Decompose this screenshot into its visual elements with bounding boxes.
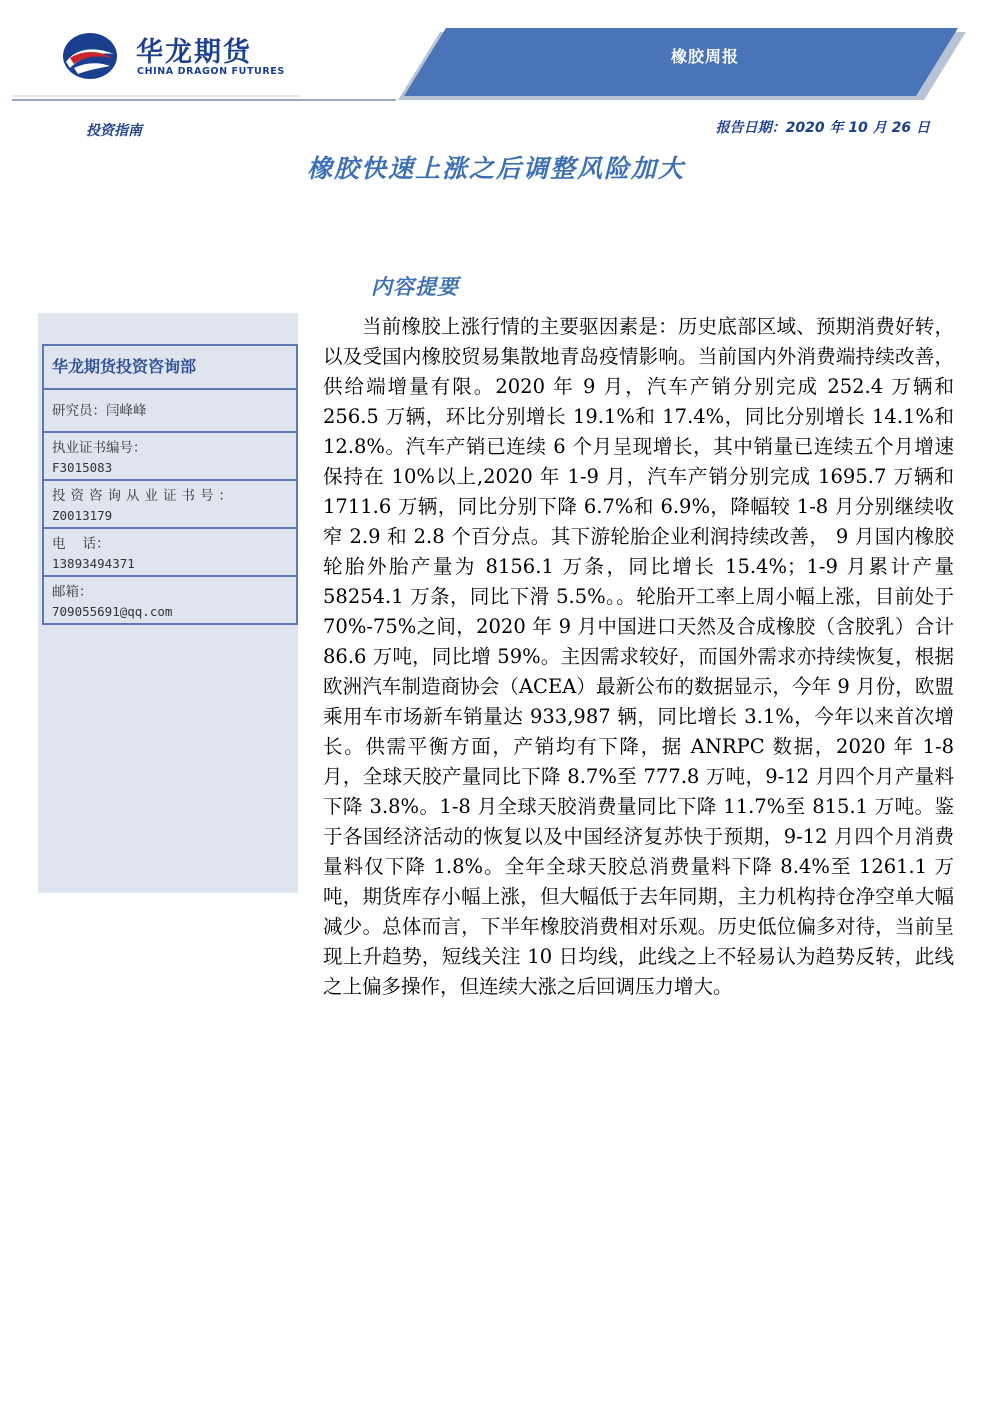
analyst-info-table [42,344,298,625]
researcher-name: 研究员：闫峰峰 [44,388,296,431]
department-name: 华龙期货投资咨询部 [52,357,197,376]
license-value: F3015083 [52,460,113,475]
report-type-label: 橡胶周报 [670,47,739,66]
license-row [44,431,296,479]
report-date: 报告日期：2020 年 10 月 26 日 [715,120,930,136]
page-title: 橡胶快速上涨之后调整风险加大 [306,154,685,183]
qualification-value: Z0013179 [52,508,113,523]
qualification-row [44,479,296,527]
abstract-body [323,312,954,1002]
license-label: 执业证书编号： [52,440,147,456]
guide-label: 投资指南 [86,123,142,139]
email-value: 709055691@qq.com [52,604,173,619]
qualification-label: 投资咨询从业证书号： [52,488,237,504]
logo-chinese-name: 华龙期货 [136,37,252,68]
abstract-paragraph: 当前橡胶上涨行情的主要驱因素是：历史底部区域、预期消费好转，以及受国内橡胶贸易集散地青岛疫情影响。当前国内外消费端持续改善，供给端增量有限。2020 年 9 月，汽车产销分别完成 252.4 万辆和 256.5 万辆，环比分别增长 19.1%和 17.4%，同比分别增长 14.1%和 12.8%。汽车产销已连续 6 个月呈现增长，其中销量已连续五个月增速保持在 10%以上,2020 年 1-9 月，汽车产销分别完成 1695.7 万辆和 1711.6 万辆，同比分别下降 6.7%和 6.9%，降幅较 1-8 月分别继续收窄 2.9 和 2.8 个百分点。其下游轮胎企业利润持续改善， 9 月国内橡胶轮胎外胎产量为 8156.1 万条，同比增长 15.4%；1-9 月累计产量 58254.1 万条，同比下滑 5.5%。。轮胎开工率上周小幅上涨，目前处于 70%-75%之间，2020 年 9 月中国进口天然及合成橡胶（含胶乳）合计 86.6 万吨，同比增 59%。主因需求较好，而国外需求亦持续恢复，根据欧洲汽车制造商协会（ACEA）最新公布的数据显示，今年 9 月份，欧盟乘用车市场新车销量达 933,987 辆，同比增长 3.1%，今年以来首次增长。供需平衡方面，产销均有下降，据 ANRPC 数据，2020 年 1-8 月，全球天胶产量同比下降 8.7%至 777.8 万吨，9-12 月四个月产量料下降 3.8%。1-8 月全球天胶消费量同比下降 11.7%至 815.1 万吨。鉴于各国经济活动的恢复以及中国经济复苏快于预期，9-12 月四个月消费量料仅下降 1.8%。全年全球天胶总消费量料下降 8.4%至 1261.1 万吨，期货库存小幅上涨，但大幅低于去年同期，主力机构持仓净空单大幅减少。总体而言，下半年橡胶消费相对乐观。历史低位偏多对待，当前呈现上升趋势，短线关注 10 日均线，此线之上不轻易认为趋势反转，此线之上偏多操作，但连续大涨之后回调压力增大。 [323,315,954,998]
phone-row [44,527,296,575]
phone-value: 13893494371 [52,556,135,571]
email-label: 邮箱： [52,584,93,600]
email-row [44,575,296,623]
phone-label: 电 话： [52,536,110,552]
abstract-heading: 内容提要 [371,275,459,299]
company-logo [60,28,285,84]
logo-english-name: CHINA DRAGON FUTURES [137,66,285,77]
dragon-logo-icon [60,28,120,84]
